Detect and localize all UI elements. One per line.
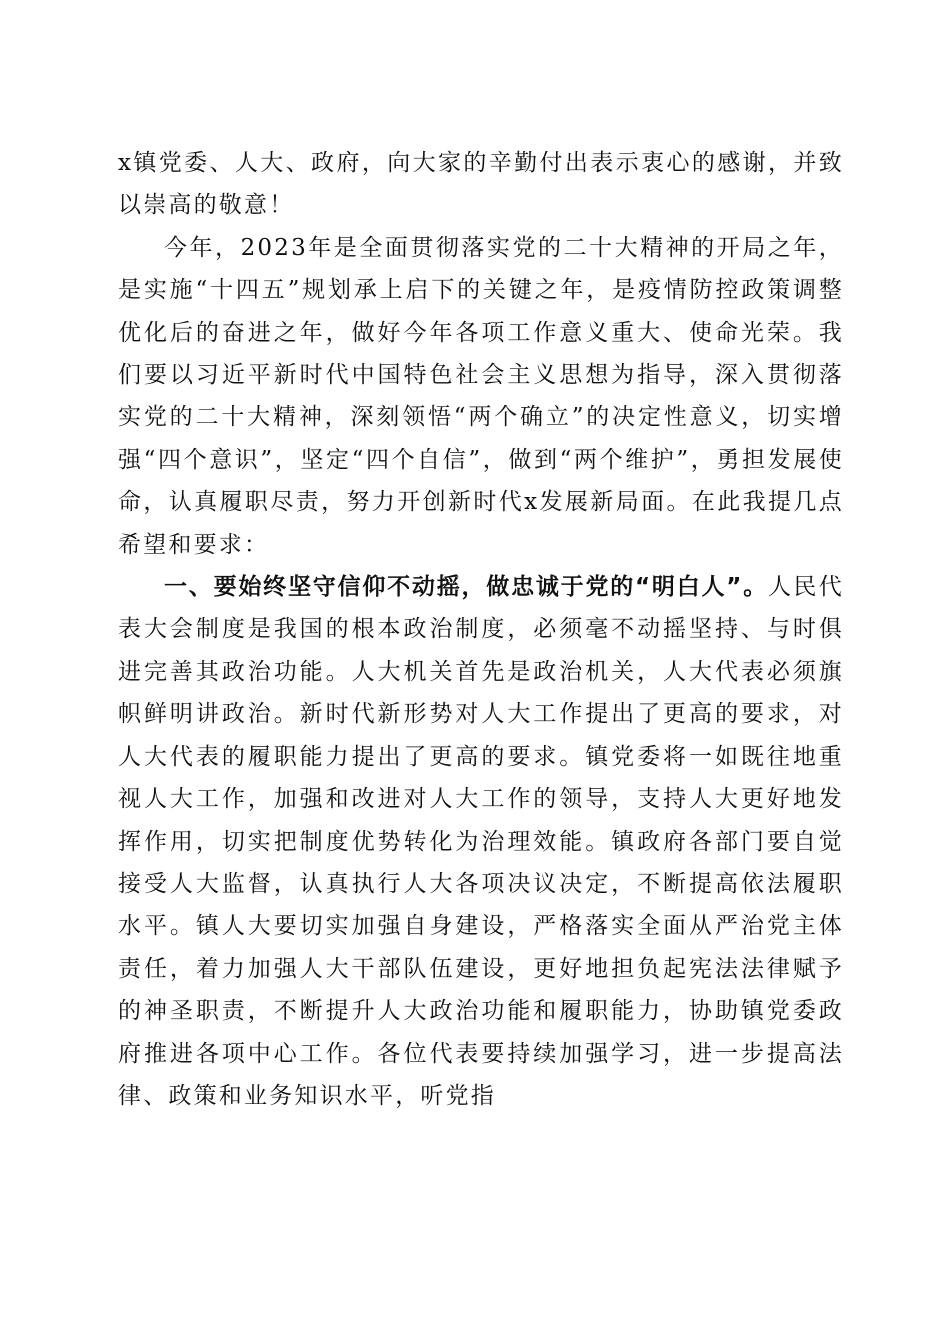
paragraph-requirement-one bbox=[118, 566, 844, 1117]
document-body bbox=[118, 142, 844, 1117]
paragraph-text: 今年，2023年是全面贯彻落实党的二十大精神的开局之年，是实施“十四五”规划承上启下的关键之年，是疫情防控政策调整优化后的奋进之年，做好今年各项工作意义重大、使命光荣。我们要以习近平新时代中国特色社会主义思想为指导，深入贯彻落实党的二十大精神，深刻领悟“两个确立”的决定性意义，切实增强“四个意识”，坚定“四个自信”，做到“两个维护”，勇担发展使命，认真履职尽责，努力开创新时代x发展新局面。在此我提几点希望和要求： bbox=[118, 234, 844, 558]
section-heading: 一、要始终坚守信仰不动摇，做忠诚于党的“明白人”。 bbox=[164, 574, 769, 601]
paragraph-closing-thanks bbox=[118, 142, 844, 227]
paragraph-text: x镇党委、人大、政府，向大家的辛勤付出表示衷心的感谢，并致以崇高的敬意！ bbox=[118, 150, 844, 219]
paragraph-text: 人民代表大会制度是我国的根本政治制度，必须毫不动摇坚持、与时俱进完善其政治功能。人大机关首先是政治机关，人大代表必须旗帜鲜明讲政治。新时代新形势对人大工作提出了更高的要求，对人大代表的履职能力提出了更高的要求。镇党委将一如既往地重视人大工作，加强和改进对人大工作的领导，支持人大更好地发挥作用，切实把制度优势转化为治理效能。镇政府各部门要自觉接受人大监督，认真执行人大各项决议决定，不断提高依法履职水平。镇人大要切实加强自身建设，严格落实全面从严治党主体责任，着力加强人大干部队伍建设，更好地担负起宪法法律赋予的神圣职责，不断提升人大政治功能和履职能力，协助镇党委政府推进各项中心工作。各位代表要持续加强学习，进一步提高法律、政策和业务知识水平，听党指 bbox=[118, 574, 844, 1109]
paragraph-this-year bbox=[118, 227, 844, 566]
